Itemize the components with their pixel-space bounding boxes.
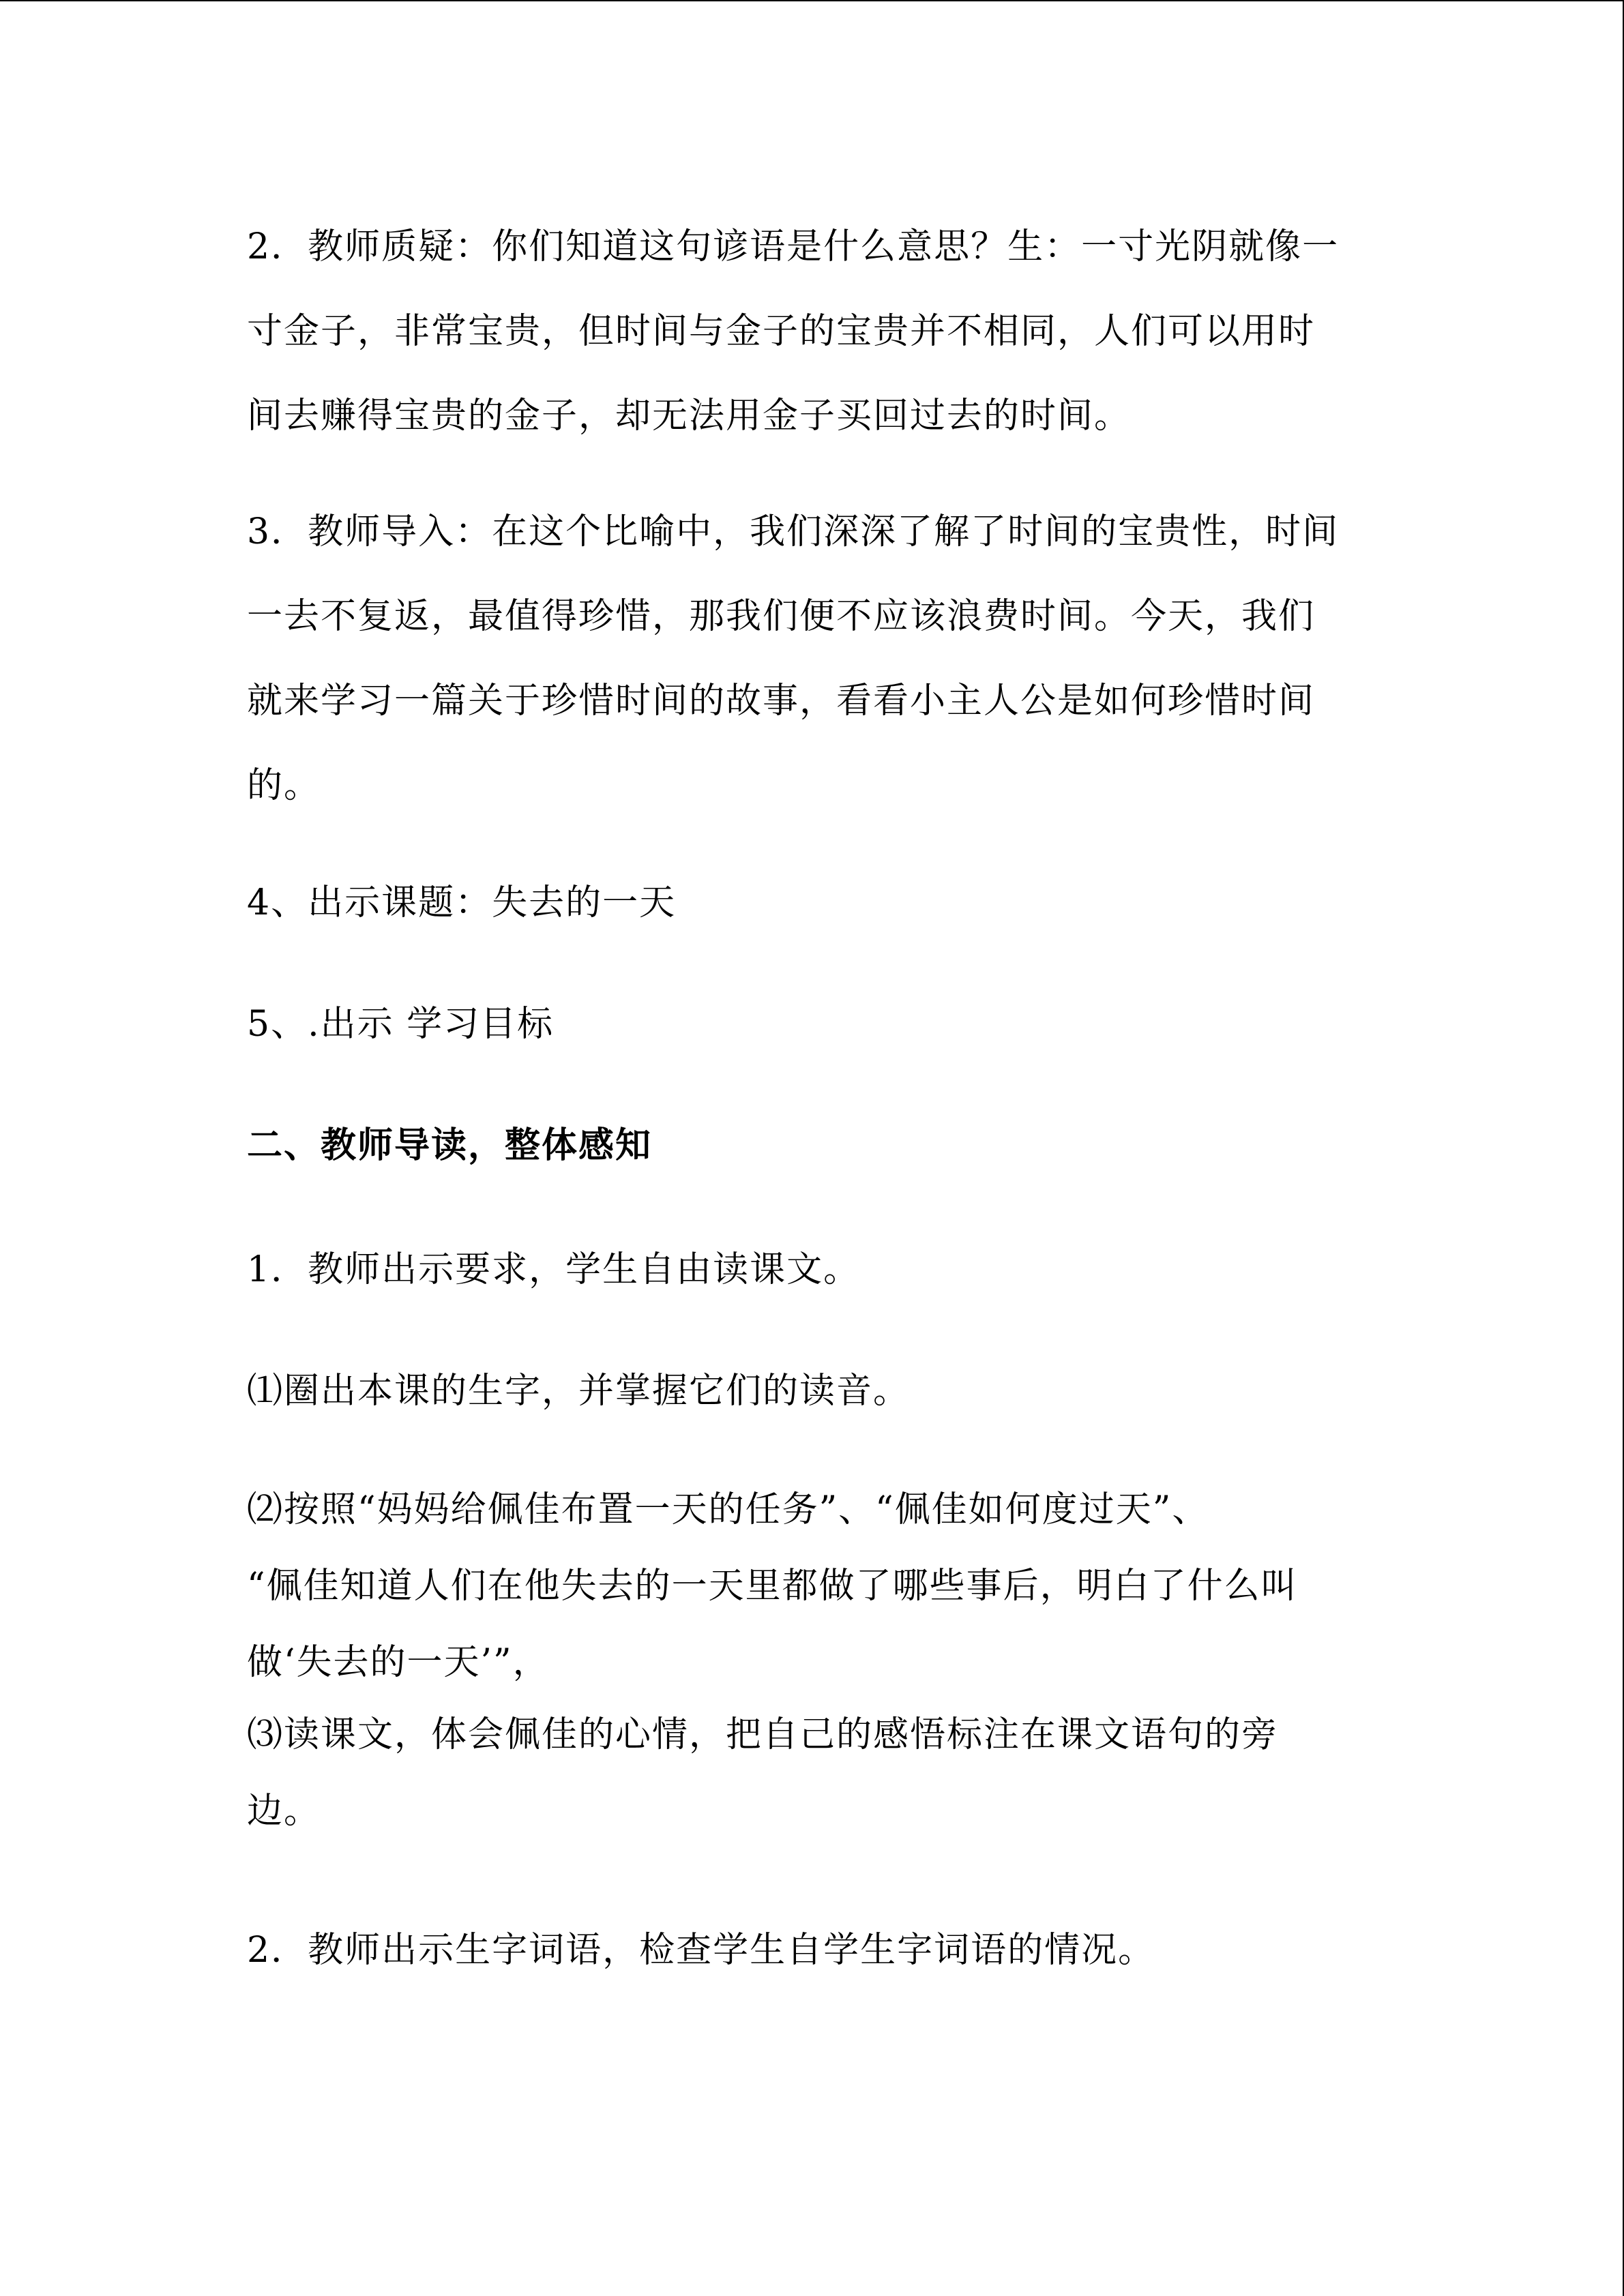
text-line: 1．教师出示要求，学生自由读课文。 [247,1249,861,1290]
text-line: 做‘失去的一天’”， [247,1642,550,1683]
paragraph-item-1 [247,1349,1379,1433]
text-line: 2．教师质疑：你们知道这句谚语是什么意思？生：一寸光阴就像一 [247,226,1340,267]
text-line: 一去不复返，最值得珍惜，那我们便不应该浪费时间。今天，我们 [247,596,1316,637]
text-line: 寸金子，非常宝贵，但时间与金子的宝贵并不相同，人们可以用时 [247,311,1316,352]
section-heading [247,1103,1379,1188]
text-line: ⑴圈出本课的生字，并掌握它们的读音。 [247,1371,911,1412]
text-line: ⑶读课文，体会佩佳的心情，把自己的感悟标注在课文语句的旁 [247,1714,1279,1755]
text-line: 3．教师导入：在这个比喻中，我们深深了解了时间的宝贵性，时间 [247,511,1340,552]
paragraph-learning-goals [247,982,1379,1067]
paragraph-requirement [247,1227,1379,1312]
paragraph-teacher-question [247,205,1379,458]
page-border-top [0,0,1624,1]
text-line: 的。 [247,765,321,806]
paragraph-item-2 [247,1472,1379,1701]
paragraph-teacher-intro [247,490,1379,828]
text-line: 4、出示课题：失去的一天 [247,882,677,923]
paragraph-vocabulary-check [247,1908,1379,1993]
text-line: “佩佳知道人们在他失去的一天里都做了哪些事后，明白了什么叫 [247,1566,1298,1607]
heading-text: 二、教师导读，整体感知 [247,1125,653,1166]
text-line: 5、.出示 学习目标 [247,1004,555,1045]
paragraph-lesson-title [247,861,1379,945]
text-line: 间去赚得宝贵的金子，却无法用金子买回过去的时间。 [247,396,1132,436]
paragraph-item-3 [247,1697,1379,1849]
text-line: 就来学习一篇关于珍惜时间的故事，看看小主人公是如何珍惜时间 [247,681,1316,721]
text-line: 边。 [247,1791,321,1832]
text-line: ⑵按照“妈妈给佩佳布置一天的任务”、“佩佳如何度过天”、 [247,1489,1209,1530]
text-line: 2．教师出示生字词语，检查学生自学生字词语的情况。 [247,1930,1155,1971]
